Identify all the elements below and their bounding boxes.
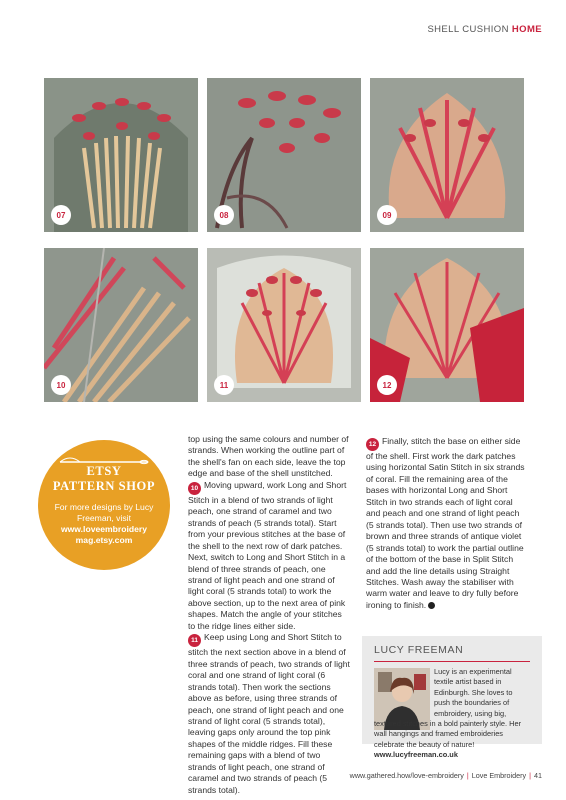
bio-line-3: Edinburgh. She loves to <box>434 687 513 697</box>
step-badge: 09 <box>377 205 397 225</box>
footer-separator: | <box>466 771 469 780</box>
intro-paragraph: top using the same colours and number of strands. When working the outline part of the shell's fan on each side, leave the top edge and base of the shell unstitched. <box>188 434 349 479</box>
bio-line-5: embroidery, using big, <box>434 708 507 718</box>
step-number-11: 11 <box>188 634 201 647</box>
step-badge: 08 <box>214 205 234 225</box>
bio-line-2: textile artist based in <box>434 677 502 687</box>
bio-line-1: Lucy is an experimental <box>434 667 512 676</box>
step-11-text: Keep using Long and Short Stitch to stitch the next section above in a blend of three strands of peach, two strands of light coral and one strand of light coral (6 strands total). Then work the sections above as before, using three strands of peach, one strand of light peach and one strand of light coral (5 strands total), leaving gaps only around the top pink shapes of the middle ridges. Fill these remaining gaps with a blend of two strands of light peach, one strand of caramel and two strands of peach (5 strands total). <box>188 632 350 795</box>
bio-line-4: push the boundaries of <box>434 698 510 708</box>
page-header <box>427 24 542 35</box>
bio-text <box>374 667 534 761</box>
etsy-body <box>50 502 158 546</box>
step-badge: 12 <box>377 375 397 395</box>
step-photo-11 <box>207 248 361 402</box>
bio-text-rest: textured stitches in a bold painterly style. Her wall hangings and framed embroideries celebrate the beauty of nature! <box>374 719 522 749</box>
instructions-column-1 <box>188 434 350 796</box>
step-photo-09 <box>370 78 524 232</box>
page-number: 41 <box>534 771 542 780</box>
step-photo-08 <box>207 78 361 232</box>
step-10-paragraph <box>188 480 350 632</box>
etsy-title-line2: PATTERN SHOP <box>52 479 156 493</box>
step-badge: 11 <box>214 375 234 395</box>
instructions-column-2 <box>366 436 528 611</box>
bio-divider <box>374 661 530 662</box>
step-photo-10 <box>44 248 198 402</box>
step-12-text: Finally, stitch the base on either side of the shell. First work the dark patches using horizontal Satin Stitch in six strands of coral. Fill the remaining area of the bases with horizontal Long and Short Stitch in two strands each of light coral and peach and one strand of light peach (5 strands total). Then use two strands of brown and three strands of antique violet (5 strands total) to work the partial outline of the bottom of the base in Split Stitch and add the line details using Straight Stitches. Wash away the stabiliser with warm water and leave to dry fully before ironing to finish. <box>366 436 525 610</box>
step-11-paragraph <box>188 632 350 796</box>
etsy-body-text: For more designs by Lucy Freeman, visit <box>54 502 154 523</box>
page-footer <box>350 771 542 780</box>
footer-magazine: Love Embroidery <box>471 771 527 780</box>
step-10-text: Moving upward, work Long and Short Stitch in a blend of two strands of light peach, one strand of caramel and two strands of peach (5 strands total). Start from your previous stitches at the base of the shell to the next row of dark patches. Next, switch to Long and Short Stitch in a blend of three strands of peach, one strand of light peach and one strand of light coral (5 strands total) to work the above section, up to the next area of pink shapes. Match the angle of your stitches to the ridge lines either side. <box>188 479 347 631</box>
step-badge: 07 <box>51 205 71 225</box>
header-category: HOME <box>511 24 542 35</box>
etsy-pattern-shop-badge <box>38 440 170 570</box>
step-number-12: 12 <box>366 438 379 451</box>
step-photo-12 <box>370 248 524 402</box>
bio-website-link[interactable]: www.lucyfreeman.co.uk <box>374 750 458 760</box>
footer-url[interactable]: www.gathered.how/love-embroidery <box>349 771 464 780</box>
footer-separator: | <box>529 771 531 780</box>
header-section: SHELL CUSHION <box>427 24 509 35</box>
designer-bio-box <box>362 636 542 760</box>
step-badge: 10 <box>51 375 71 395</box>
etsy-link[interactable]: www.loveembroidery mag.etsy.com <box>60 524 148 545</box>
step-12-paragraph <box>366 436 528 611</box>
step-photo-07 <box>44 78 198 232</box>
end-mark-icon <box>428 602 435 609</box>
bio-title: LUCY FREEMAN <box>374 644 464 656</box>
step-number-10: 10 <box>188 482 201 495</box>
etsy-title-line1: ETSY <box>86 464 122 478</box>
